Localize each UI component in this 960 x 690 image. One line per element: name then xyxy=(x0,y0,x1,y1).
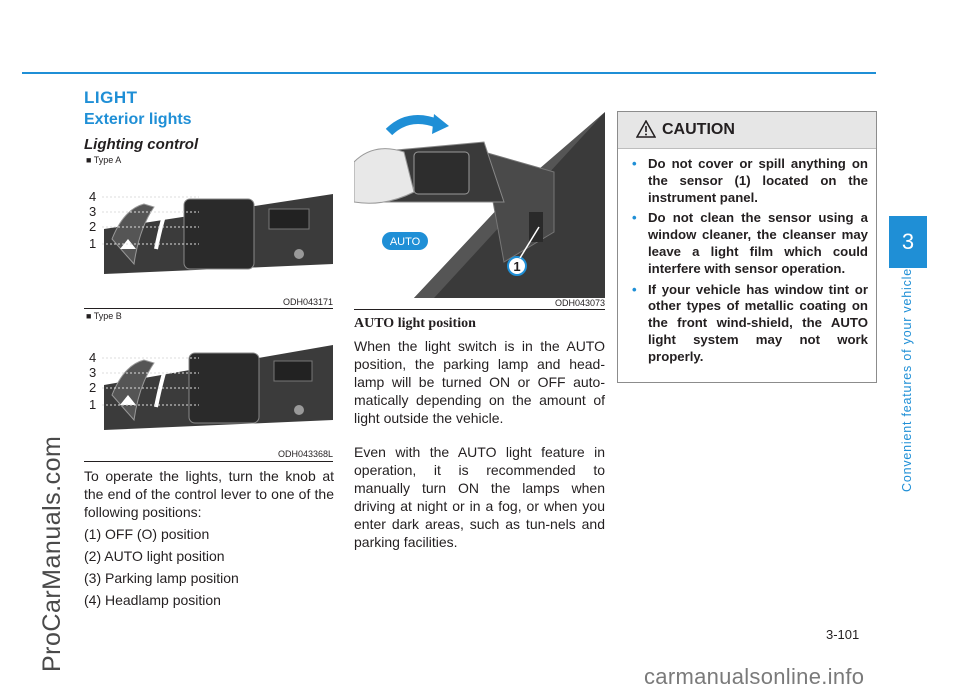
header-rule xyxy=(22,72,876,74)
figure-type-a-label: ■ Type A xyxy=(86,155,122,165)
figure-divider xyxy=(84,308,333,309)
caution-header xyxy=(618,112,876,149)
sensor-callout-number: 1 xyxy=(513,259,521,274)
left-watermark-text: ProCarManuals.com xyxy=(38,435,66,672)
scale-label-b-1: 1 xyxy=(89,397,97,412)
caution-item: • If your vehicle has window tint or other types of metallic coating on the front wind-shield, the AUTO light system may not work properly. xyxy=(632,281,868,364)
auto-paragraph-1: When the light switch is in the AUTO position, the parking lamp and head-lamp will be turned ON or OFF auto-matically depending on the amount of light outside the vehicle. xyxy=(354,338,605,426)
figure-type-b-caption: ODH043368L xyxy=(277,449,333,459)
caution-item: • Do not cover or spill anything on the sensor (1) located on the instrument panel. xyxy=(632,156,868,205)
figure-divider xyxy=(354,309,605,310)
scale-label-b-2: 2 xyxy=(89,380,97,395)
chapter-title-vertical xyxy=(896,268,920,492)
position-item: (4) Headlamp position xyxy=(84,592,221,608)
bullet-icon: • xyxy=(632,210,637,226)
caution-item: • Do not clean the sensor using a window cleaner, the cleanser may leave a light film which could interfere with sensor operation. xyxy=(632,210,868,276)
position-item: (2) AUTO light position xyxy=(84,548,225,564)
caution-box xyxy=(617,111,877,383)
figure-auto xyxy=(354,112,605,310)
scale-label-a-1: 1 xyxy=(89,236,97,251)
scale-label-a-4: 4 xyxy=(89,189,97,204)
bullet-icon: • xyxy=(632,156,637,171)
middle-column-text xyxy=(354,315,605,551)
subheading: Exterior lights xyxy=(84,111,192,128)
caution-list xyxy=(632,156,868,370)
scale-label-a-2: 2 xyxy=(89,219,97,234)
auto-paragraph-2: Even with the AUTO light feature in operation, it is recommended to manually turn ON the lamps when driving at night or in a fog, or when you enter dark areas, such as tun-nels and parking facilities. xyxy=(354,444,605,550)
position-item: (1) OFF (O) position xyxy=(84,526,210,542)
figure-auto-caption: ODH043073 xyxy=(554,298,605,308)
figure-type-a xyxy=(84,155,333,309)
intro-paragraph: To operate the lights, turn the knob at the end of the control lever to one of the following positions: xyxy=(84,468,334,520)
auto-badge-label: AUTO xyxy=(389,236,421,248)
caution-title: CAUTION xyxy=(662,121,735,138)
light-switch-illustration-b xyxy=(84,325,333,447)
bullet-icon: • xyxy=(632,281,637,297)
sub-subheading: Lighting control xyxy=(84,136,199,153)
figure-divider xyxy=(84,461,333,462)
scale-label-b-4: 4 xyxy=(89,350,97,365)
section-title: LIGHT xyxy=(84,88,138,107)
light-switch-illustration-a xyxy=(84,169,333,295)
auto-light-heading: AUTO light position xyxy=(354,316,476,331)
left-column-text xyxy=(84,467,334,609)
scale-label-a-3: 3 xyxy=(89,204,97,219)
page-number: 3-101 xyxy=(826,627,860,642)
bottom-watermark: carmanualsonline.info xyxy=(644,664,865,689)
position-item: (3) Parking lamp position xyxy=(84,570,239,586)
auto-sensor-illustration xyxy=(354,112,605,298)
figure-type-a-caption: ODH043171 xyxy=(282,297,333,307)
figure-type-b-label: ■ Type B xyxy=(86,311,122,321)
left-watermark xyxy=(30,110,70,670)
figure-type-b xyxy=(84,311,333,461)
scale-label-b-3: 3 xyxy=(89,365,97,380)
warning-triangle-icon xyxy=(636,120,656,138)
chapter-tab: 3 xyxy=(889,216,927,268)
chapter-title: Convenient features of your vehicle xyxy=(900,268,914,492)
